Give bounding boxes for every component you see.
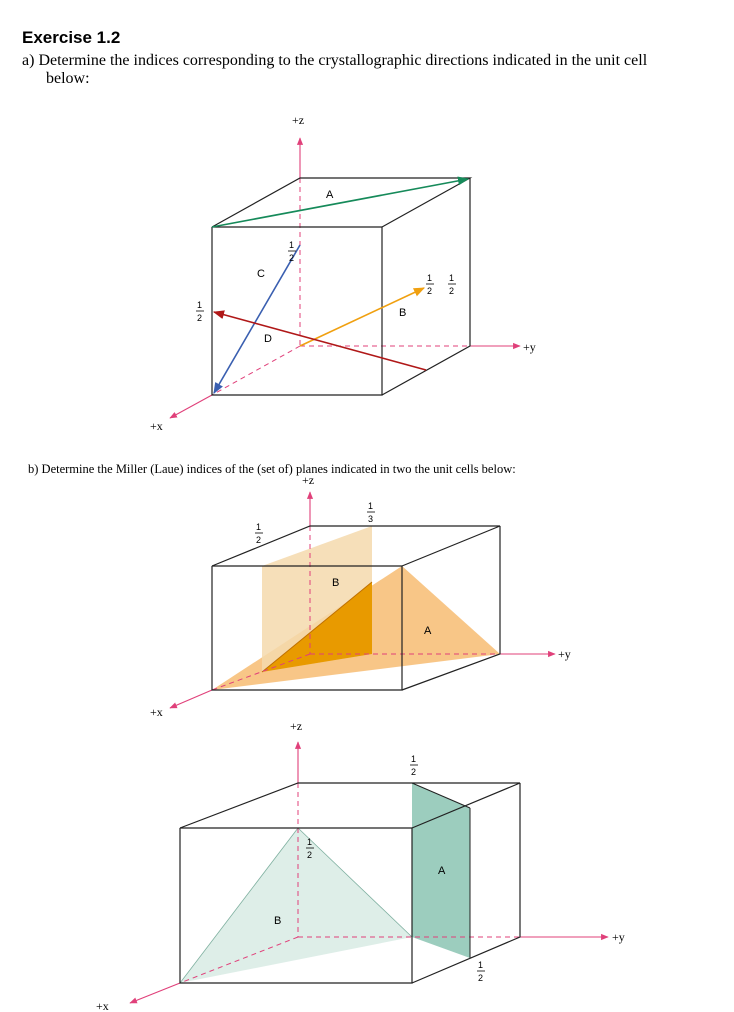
x-axis-arrow <box>170 395 212 418</box>
svg-text:1: 1 <box>289 240 295 250</box>
right-face-edge <box>382 178 470 395</box>
svg-text:2: 2 <box>289 253 295 263</box>
x-axis-label: +x <box>96 999 109 1012</box>
x-axis-label: +x <box>150 705 163 719</box>
svg-text:2: 2 <box>307 850 313 860</box>
fraction-half-top <box>410 754 418 777</box>
fraction-third <box>367 501 375 524</box>
question-b-text: Determine the Miller (Laue) indices of the (set of) planes indicated in two the unit cells below: <box>41 462 516 476</box>
front-face <box>212 227 382 395</box>
direction-b-label: B <box>399 307 407 319</box>
direction-d-arrow <box>214 312 426 370</box>
unit-cell-b2 <box>96 719 625 1012</box>
z-axis-label: +z <box>292 113 305 127</box>
svg-text:1: 1 <box>256 522 262 532</box>
svg-text:1: 1 <box>368 501 374 511</box>
fraction-half-b2 <box>448 273 456 296</box>
x-axis-arrow <box>130 983 180 1003</box>
x-axis-arrow <box>170 690 212 708</box>
fraction-half-b1 <box>426 273 434 296</box>
y-axis-label: +y <box>558 647 571 661</box>
fraction-half <box>255 522 263 545</box>
plane-b <box>180 828 412 983</box>
svg-text:1: 1 <box>197 300 203 310</box>
svg-text:1: 1 <box>449 273 455 283</box>
svg-text:1: 1 <box>427 273 433 283</box>
plane-b-label: B <box>274 915 282 927</box>
x-axis-label: +x <box>150 419 163 433</box>
fraction-half-bottom <box>477 960 485 983</box>
z-axis-label: +z <box>302 473 315 487</box>
z-axis-label: +z <box>290 719 303 733</box>
y-axis-label: +y <box>523 340 536 354</box>
svg-text:1: 1 <box>307 837 313 847</box>
svg-text:3: 3 <box>368 514 374 524</box>
direction-c-label: C <box>257 268 265 280</box>
svg-text:2: 2 <box>478 973 484 983</box>
svg-text:1: 1 <box>411 754 417 764</box>
fraction-half-z <box>288 240 296 263</box>
svg-text:2: 2 <box>197 313 203 323</box>
question-a-text: Determine the indices corresponding to the crystallographic directions indicated in the unit cell <box>38 52 648 69</box>
hidden-edge <box>212 346 300 395</box>
unit-cell-b1 <box>150 473 571 719</box>
fraction-half-x <box>196 300 204 323</box>
svg-text:2: 2 <box>256 535 262 545</box>
exercise-title: Exercise 1.2 <box>22 28 121 47</box>
question-a-prefix: a) <box>22 52 35 69</box>
plane-a-label: A <box>438 865 446 877</box>
plane-b-label: B <box>332 577 340 589</box>
unit-cell-a <box>150 113 536 433</box>
svg-text:2: 2 <box>449 286 455 296</box>
direction-a-arrow <box>212 179 468 227</box>
y-axis-label: +y <box>612 930 625 944</box>
direction-a-label: A <box>326 189 334 201</box>
plane-a-label: A <box>424 625 432 637</box>
question-a-text-cont: below: <box>46 70 90 87</box>
direction-d-label: D <box>264 333 272 345</box>
svg-text:2: 2 <box>411 767 417 777</box>
svg-text:2: 2 <box>427 286 433 296</box>
svg-text:1: 1 <box>478 960 484 970</box>
question-b-prefix: b) <box>28 462 39 476</box>
